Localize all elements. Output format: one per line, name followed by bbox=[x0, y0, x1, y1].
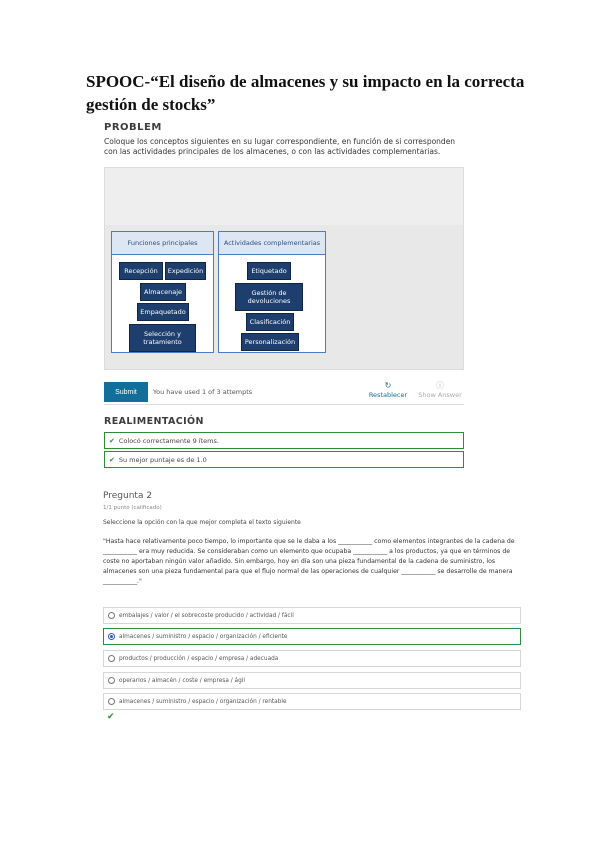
submit-button[interactable]: Submit bbox=[104, 382, 148, 402]
complementary-activities-title: Actividades complementarias bbox=[219, 232, 325, 255]
problem-label: PROBLEM bbox=[104, 122, 162, 133]
question-text: "Hasta hace relativamente poco tiempo, lo importante que se le daba a los ___________ como elementos integrantes de la cadena de ___________ era muy reducida. Se consideraban como un elemento que ocupaba ___________ a los productos, ya que en términos de coste no aportaban ningún valor añadido. Sin embargo, hoy en día son una pieza fundamental de la cadena de suministro, los almacenes son una pieza fundamental para que el flujo normal de las operaciones de cualquier ___________ se desarrolle de manera ___________." bbox=[103, 538, 515, 585]
answer-option-text: almacenes / suministro / espacio / organización / eficiente bbox=[119, 633, 288, 640]
draggable-item[interactable]: Gestión de devoluciones bbox=[235, 283, 303, 311]
info-icon: ⓘ bbox=[436, 381, 444, 390]
feedback-item bbox=[104, 451, 464, 468]
answer-option-text: embalajes / valor / el sobrecoste producido / actividad / fácil bbox=[119, 612, 294, 619]
document-title: SPOOC-“El diseño de almacenes y su impacto en la correcta gestión de stocks” bbox=[86, 72, 525, 114]
answer-option-text: operarios / almacén / coste / empresa / ágil bbox=[119, 677, 245, 684]
problem-prompt: Coloque los conceptos siguientes en su lugar correspondiente, en función de si corresponden con las actividades principales de los almacenes, o con las actividades complementarias. bbox=[104, 137, 456, 156]
refresh-icon: ↻ bbox=[384, 381, 392, 390]
radio-button[interactable] bbox=[108, 655, 115, 662]
show-answer-label: Show Answer bbox=[418, 391, 462, 399]
radio-button[interactable] bbox=[108, 677, 115, 684]
question-title: Pregunta 2 bbox=[103, 491, 153, 501]
divider bbox=[104, 404, 464, 405]
feedback-item bbox=[104, 432, 464, 449]
answer-option[interactable] bbox=[103, 607, 521, 624]
reset-label: Restablecer bbox=[368, 391, 408, 399]
feedback-label: REALIMENTACIÓN bbox=[104, 416, 204, 427]
draggable-item[interactable]: Empaquetado bbox=[137, 303, 189, 321]
answer-option-text: almacenes / suministro / espacio / organización / rentable bbox=[119, 698, 287, 705]
question-instruction: Seleccione la opción con la que mejor completa el texto siguiente bbox=[103, 519, 301, 526]
radio-button[interactable] bbox=[108, 612, 115, 619]
drop-target-area bbox=[104, 225, 464, 370]
answer-option-selected[interactable] bbox=[103, 628, 521, 645]
main-functions-title: Funciones principales bbox=[112, 232, 213, 255]
answer-option[interactable] bbox=[103, 693, 521, 710]
feedback-text: Su mejor puntaje es de 1.0 bbox=[118, 455, 207, 464]
radio-button-selected[interactable] bbox=[108, 633, 115, 640]
answer-option[interactable] bbox=[103, 650, 521, 667]
answer-option-text: productos / producción / espacio / empresa / adecuada bbox=[119, 655, 279, 662]
show-answer-button[interactable] bbox=[416, 381, 464, 399]
draggable-item[interactable]: Clasificación bbox=[246, 313, 294, 331]
draggable-item[interactable]: Etiquetado bbox=[247, 262, 291, 280]
draggable-item[interactable]: Selección y tratamiento bbox=[129, 324, 196, 352]
radio-button[interactable] bbox=[108, 698, 115, 705]
check-icon: ✔ bbox=[109, 436, 115, 445]
feedback-text: Colocó correctamente 9 ítems. bbox=[118, 436, 219, 445]
question-points: 1/1 punto (calificado) bbox=[103, 505, 162, 511]
draggable-item[interactable]: Recepción bbox=[119, 262, 163, 280]
attempts-counter: You have used 1 of 3 attempts bbox=[153, 388, 253, 396]
drag-source-area[interactable] bbox=[104, 167, 464, 225]
answer-option[interactable] bbox=[103, 672, 521, 689]
draggable-item[interactable]: Expedición bbox=[165, 262, 206, 280]
draggable-item[interactable]: Personalización bbox=[241, 333, 299, 351]
check-icon: ✔ bbox=[107, 712, 115, 722]
check-icon: ✔ bbox=[109, 455, 115, 464]
reset-button[interactable] bbox=[366, 381, 410, 399]
draggable-item[interactable]: Almacenaje bbox=[140, 283, 186, 301]
